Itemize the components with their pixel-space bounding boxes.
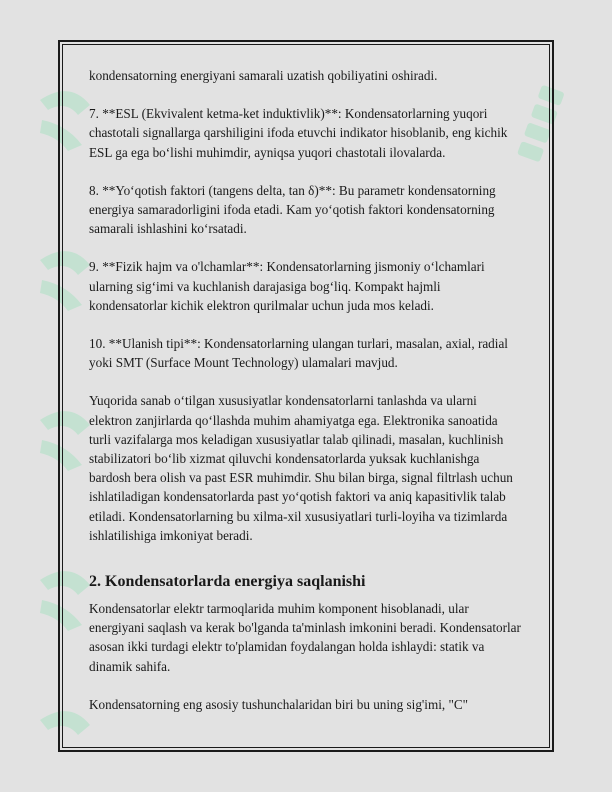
paragraph-physical-size: 9. **Fizik hajm va o'lchamlar**: Kondensatorlarning jismoniy o‘lchamlari ularning sig‘imi va kuchlanish darajasiga bog‘liq. Kompakt hajmli kondensatorlar kichik elektron qurilmalar uchun juda mos keladi. <box>89 259 485 313</box>
section-heading: 2. Kondensatorlarda energiya saqlanishi <box>89 573 366 591</box>
paragraph-summary: Yuqorida sanab o‘tilgan xususiyatlar kondensatorlarni tanlashda va ularni elektron zanjirlarda qo‘llashda muhim ahamiyatga ega. Elektronika sanoatida turli vazifalarga mos keladigan xususiyatlar talab qilinadi, masalan, kuchlinish stabilizatori bo‘lib xizmat qiluvchi kondensatorlarda yuksak kuchlanishga bardosh bera olish va past ESR muhimdir. Shu bilan birga, signal filtrlash uchun ishlatiladigan kondensatorlarda past yo‘qotish faktori va aniq kapasitivlik talab etiladi. Kondensatorlarning bu xilma-xil xususiyatlari turli-loyiha va tizimlarda ishlatilishiga imkoniyat beradi. <box>89 393 513 543</box>
paragraph-loss-factor: 8. **Yo‘qotish faktori (tangens delta, tan δ)**: Bu parametr kondensatorning energiya samaradorligini ifoda etadi. Kam yo‘qotish faktori kondensatorning samarali ishlashini ko‘rsatadi. <box>89 182 496 237</box>
paragraph-esl: 7. **ESL (Ekvivalent ketma-ket induktivlik)**: Kondensatorlarning yuqori chastotali signallarga qarshiligini ifoda etuvchi indikator hisoblanib, eng kichik ESL ga ega bo‘lishi muhimdir, ayniqsa yuqori chastotali ilovalarda. <box>89 106 508 160</box>
paragraph: kondensatorning energiyani samarali uzatish qobiliyatini oshiradi. <box>89 68 438 83</box>
paragraph-intro: Kondensatorlar elektr tarmoqlarida muhim komponent hisoblanadi, ular energiyani saqlash va kerak bo'lganda ta'minlash imkonini beradi. Kondensatorlar asosan ikki turdagi elektr to'plamidan foydalangan holda ishlaydi: statik va dinamik sahifa. <box>89 601 521 674</box>
document-body <box>89 66 521 733</box>
paragraph-connection-type: 10. **Ulanish tipi**: Kondensatorlarning ulangan turlari, masalan, axial, radial yoki SMT (Surface Mount Technology) ulamalari mavjud. <box>89 336 508 371</box>
paragraph-capacitance: Kondensatorning eng asosiy tushunchalaridan biri bu uning sig'imi, "C" <box>89 696 469 712</box>
